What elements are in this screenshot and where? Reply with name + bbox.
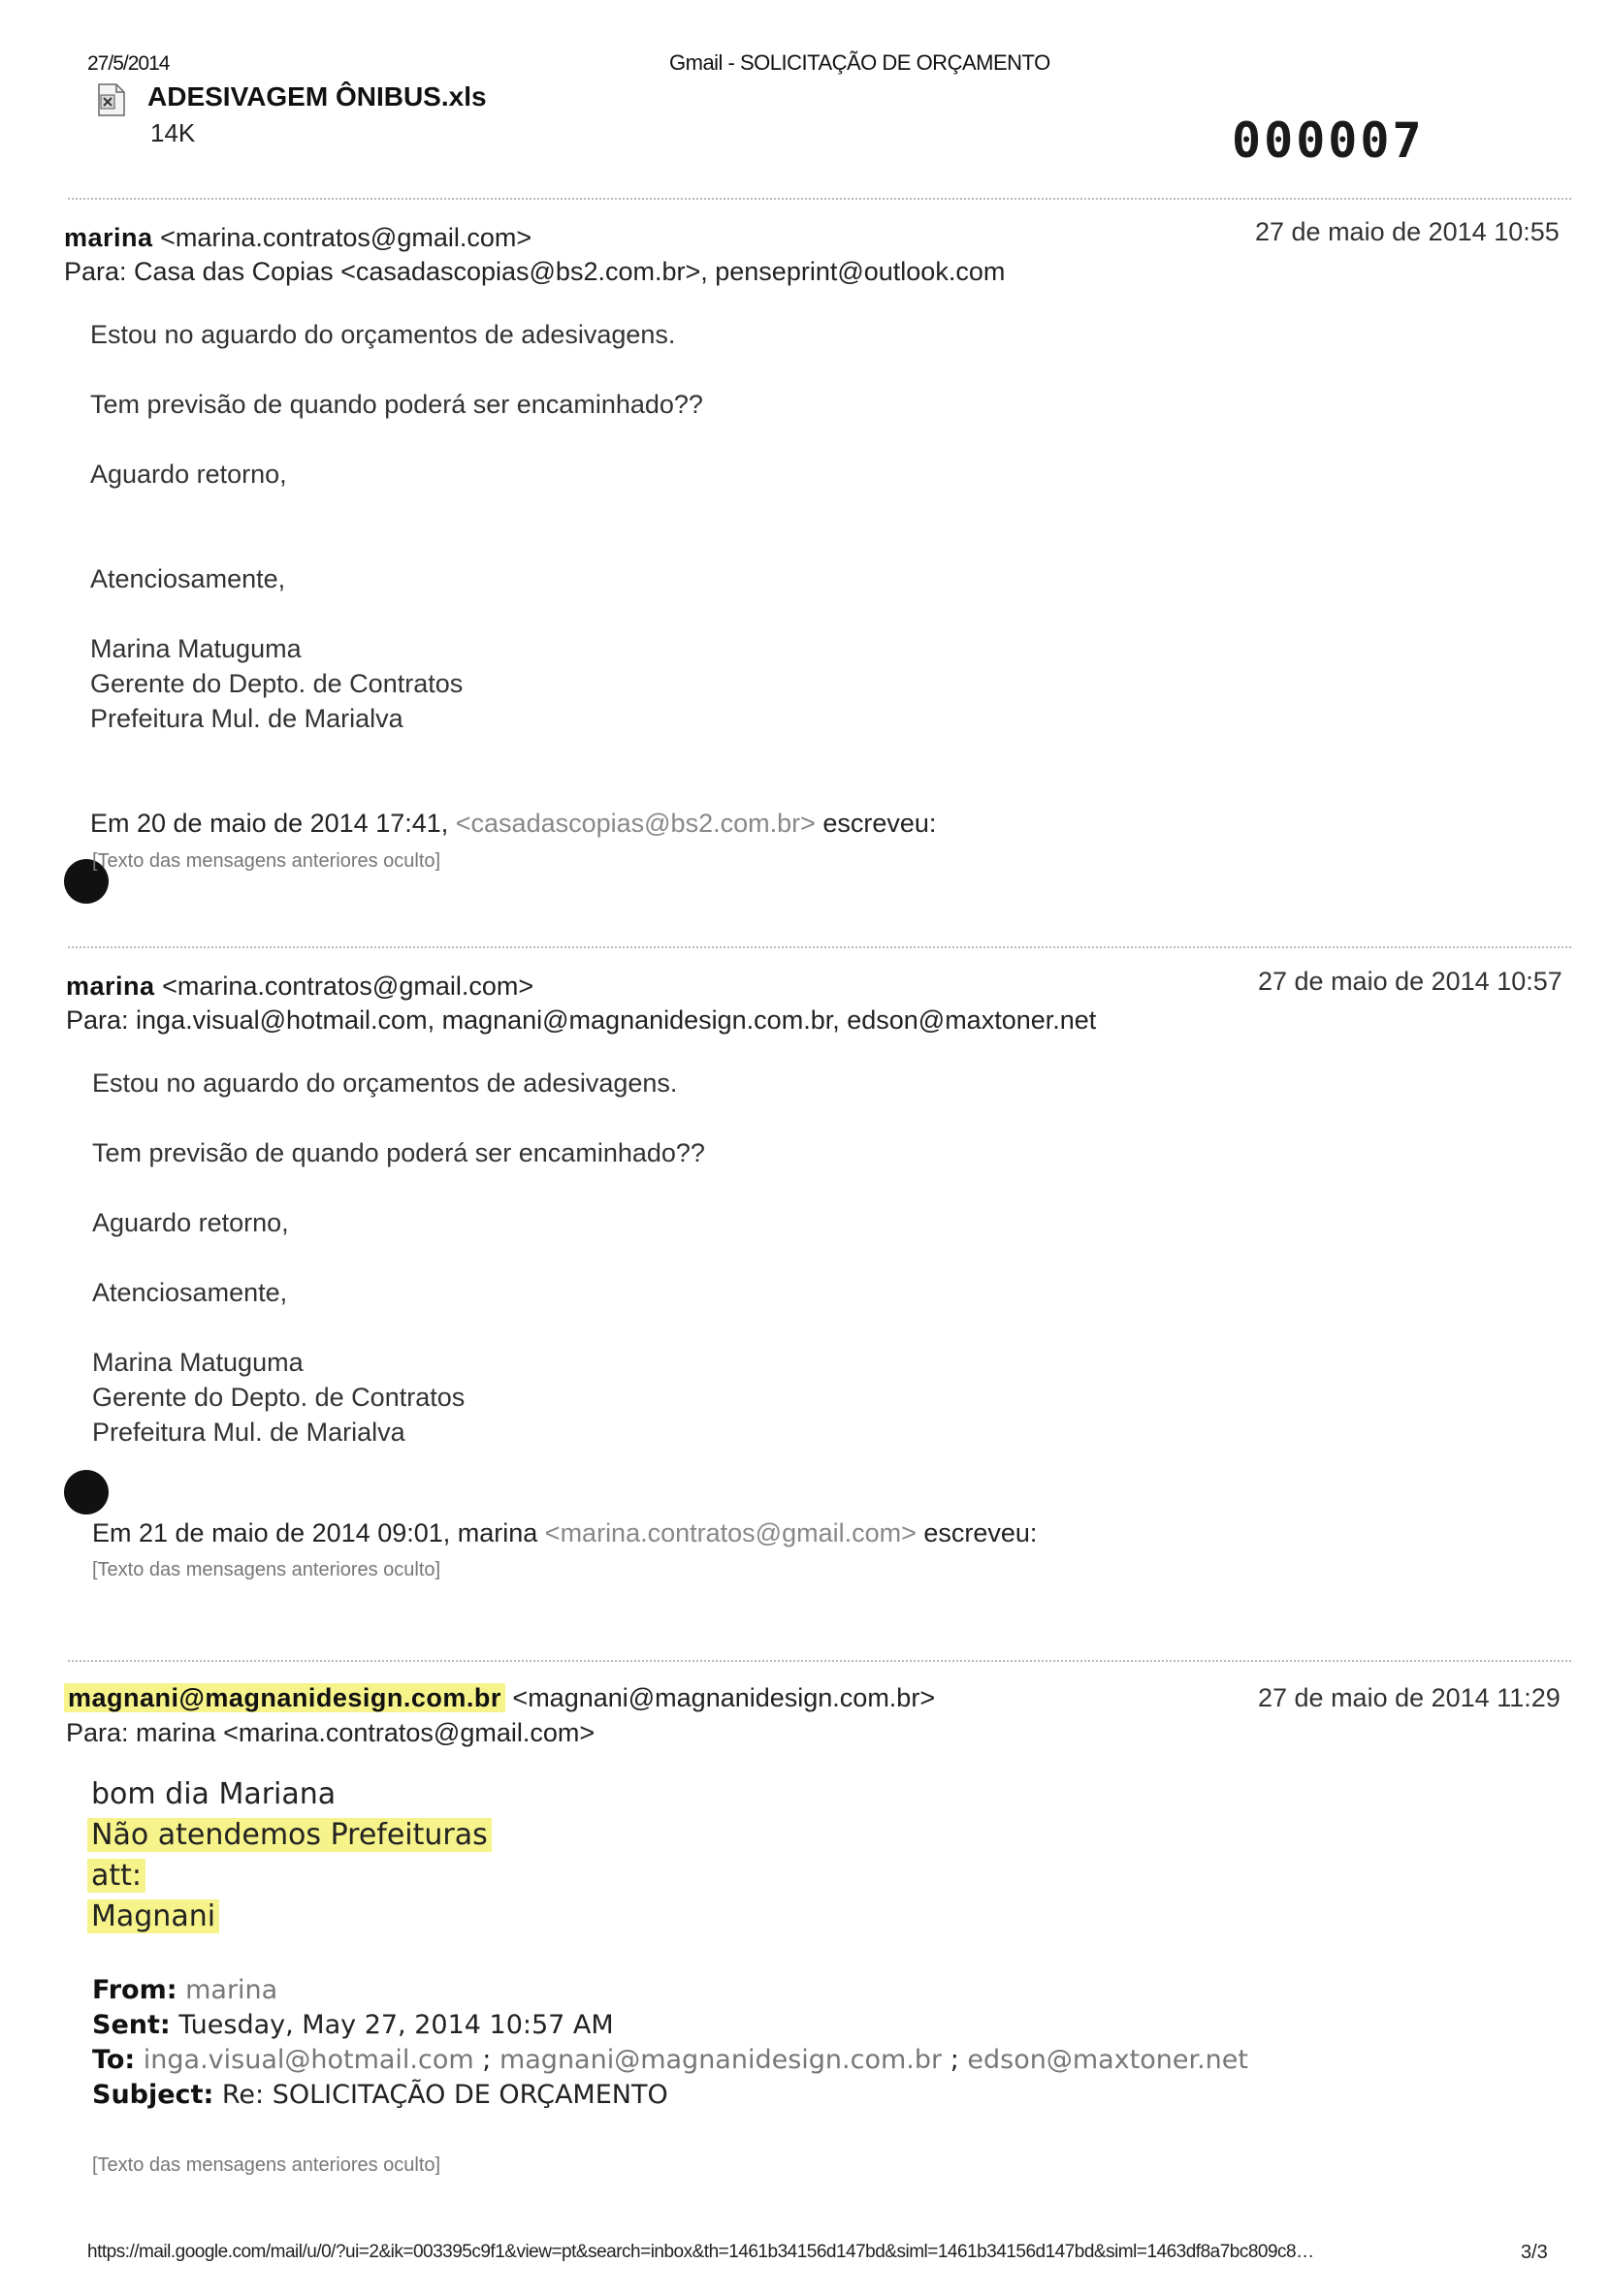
- quoted-from: From: marina: [92, 1975, 278, 2005]
- reply-line-highlighted: Não atendemos Prefeituras: [87, 1818, 492, 1852]
- message-2-recipients: Para: inga.visual@hotmail.com, magnani@magnanidesign.com.br, edson@maxtoner.net: [66, 1005, 1097, 1035]
- body-line: Gerente do Depto. de Contratos: [90, 669, 464, 698]
- divider: [68, 1660, 1571, 1662]
- message-3-sender: [64, 1683, 935, 1713]
- sender-name: marina: [64, 223, 153, 252]
- reply-line-highlighted: Magnani: [87, 1899, 219, 1933]
- print-date: 27/5/2014: [87, 52, 170, 75]
- body-line: Marina Matuguma: [90, 634, 302, 663]
- body-line: Atenciosamente,: [92, 1278, 288, 1307]
- message-1-sender: [64, 223, 531, 253]
- body-line: Tem previsão de quando poderá ser encaminhado??: [90, 390, 703, 419]
- quoted-to: To: inga.visual@hotmail.com ; magnani@magnanidesign.com.br ; edson@maxtoner.net: [92, 2045, 1248, 2075]
- sender-name: marina: [66, 972, 155, 1001]
- body-line: Estou no aguardo do orçamentos de adesivagens.: [90, 320, 676, 349]
- message-2-sender: [66, 972, 533, 1002]
- body-line: Prefeitura Mul. de Marialva: [90, 704, 403, 733]
- attachment-size: 14K: [150, 118, 196, 147]
- page-stamp: 000007: [1232, 112, 1425, 169]
- body-line: Prefeitura Mul. de Marialva: [92, 1418, 405, 1447]
- reply-line: bom dia Mariana: [91, 1777, 337, 1811]
- sender-name: magnani@magnanidesign.com.br: [64, 1683, 505, 1712]
- quote-header: Em 21 de maio de 2014 09:01, marina <marina.contratos@gmail.com> escreveu:: [92, 1518, 1038, 1547]
- body-line: Estou no aguardo do orçamentos de adesivagens.: [92, 1068, 678, 1098]
- hidden-quote-link[interactable]: [Texto das mensagens anteriores oculto]: [92, 2154, 441, 2176]
- page-title: Gmail - SOLICITAÇÃO DE ORÇAMENTO: [669, 50, 1050, 75]
- message-3-date: 27 de maio de 2014 11:29: [1258, 1683, 1561, 1712]
- quote-email: <marina.contratos@gmail.com>: [544, 1518, 917, 1547]
- redaction-dot: [64, 1470, 109, 1515]
- divider: [68, 198, 1571, 200]
- page-number: 3/3: [1521, 2242, 1548, 2263]
- body-line: Gerente do Depto. de Contratos: [92, 1383, 466, 1412]
- attachment-name[interactable]: ADESIVAGEM ÔNIBUS.xls: [147, 81, 487, 112]
- quote-header: Em 20 de maio de 2014 17:41, <casadascopias@bs2.com.br> escreveu:: [90, 809, 937, 838]
- body-line: Tem previsão de quando poderá ser encaminhado??: [92, 1138, 705, 1167]
- body-line: Marina Matuguma: [92, 1348, 304, 1377]
- quoted-sent: Sent: Tuesday, May 27, 2014 10:57 AM: [92, 2010, 614, 2040]
- sender-email: <marina.contratos@gmail.com>: [162, 972, 534, 1001]
- excel-file-icon: [97, 83, 126, 116]
- message-3-recipients: Para: marina <marina.contratos@gmail.com>: [66, 1718, 596, 1747]
- sender-email: <marina.contratos@gmail.com>: [160, 223, 532, 252]
- page-url: https://mail.google.com/mail/u/0/?ui=2&ik=003395c9f1&view=pt&search=inbox&th=1461b34156d147bd&siml=1461b34156d147bd&siml=1463df8a7bc809c8…: [87, 2242, 1314, 2262]
- body-line: Aguardo retorno,: [92, 1208, 289, 1237]
- message-1-recipients: Para: Casa das Copias <casadascopias@bs2.com.br>, penseprint@outlook.com: [64, 257, 1006, 286]
- quote-email: <casadascopias@bs2.com.br>: [455, 809, 816, 838]
- reply-line-highlighted: att:: [87, 1859, 145, 1893]
- body-line: Aguardo retorno,: [90, 460, 287, 489]
- message-1-date: 27 de maio de 2014 10:55: [1255, 217, 1560, 246]
- hidden-quote-link[interactable]: [Texto das mensagens anteriores oculto]: [92, 850, 441, 872]
- message-2-date: 27 de maio de 2014 10:57: [1258, 967, 1562, 996]
- quoted-subject: Subject: Re: SOLICITAÇÃO DE ORÇAMENTO: [92, 2080, 668, 2110]
- divider: [68, 946, 1571, 948]
- hidden-quote-link[interactable]: [Texto das mensagens anteriores oculto]: [92, 1559, 441, 1580]
- sender-email: <magnani@magnanidesign.com.br>: [512, 1683, 936, 1712]
- body-line: Atenciosamente,: [90, 564, 286, 593]
